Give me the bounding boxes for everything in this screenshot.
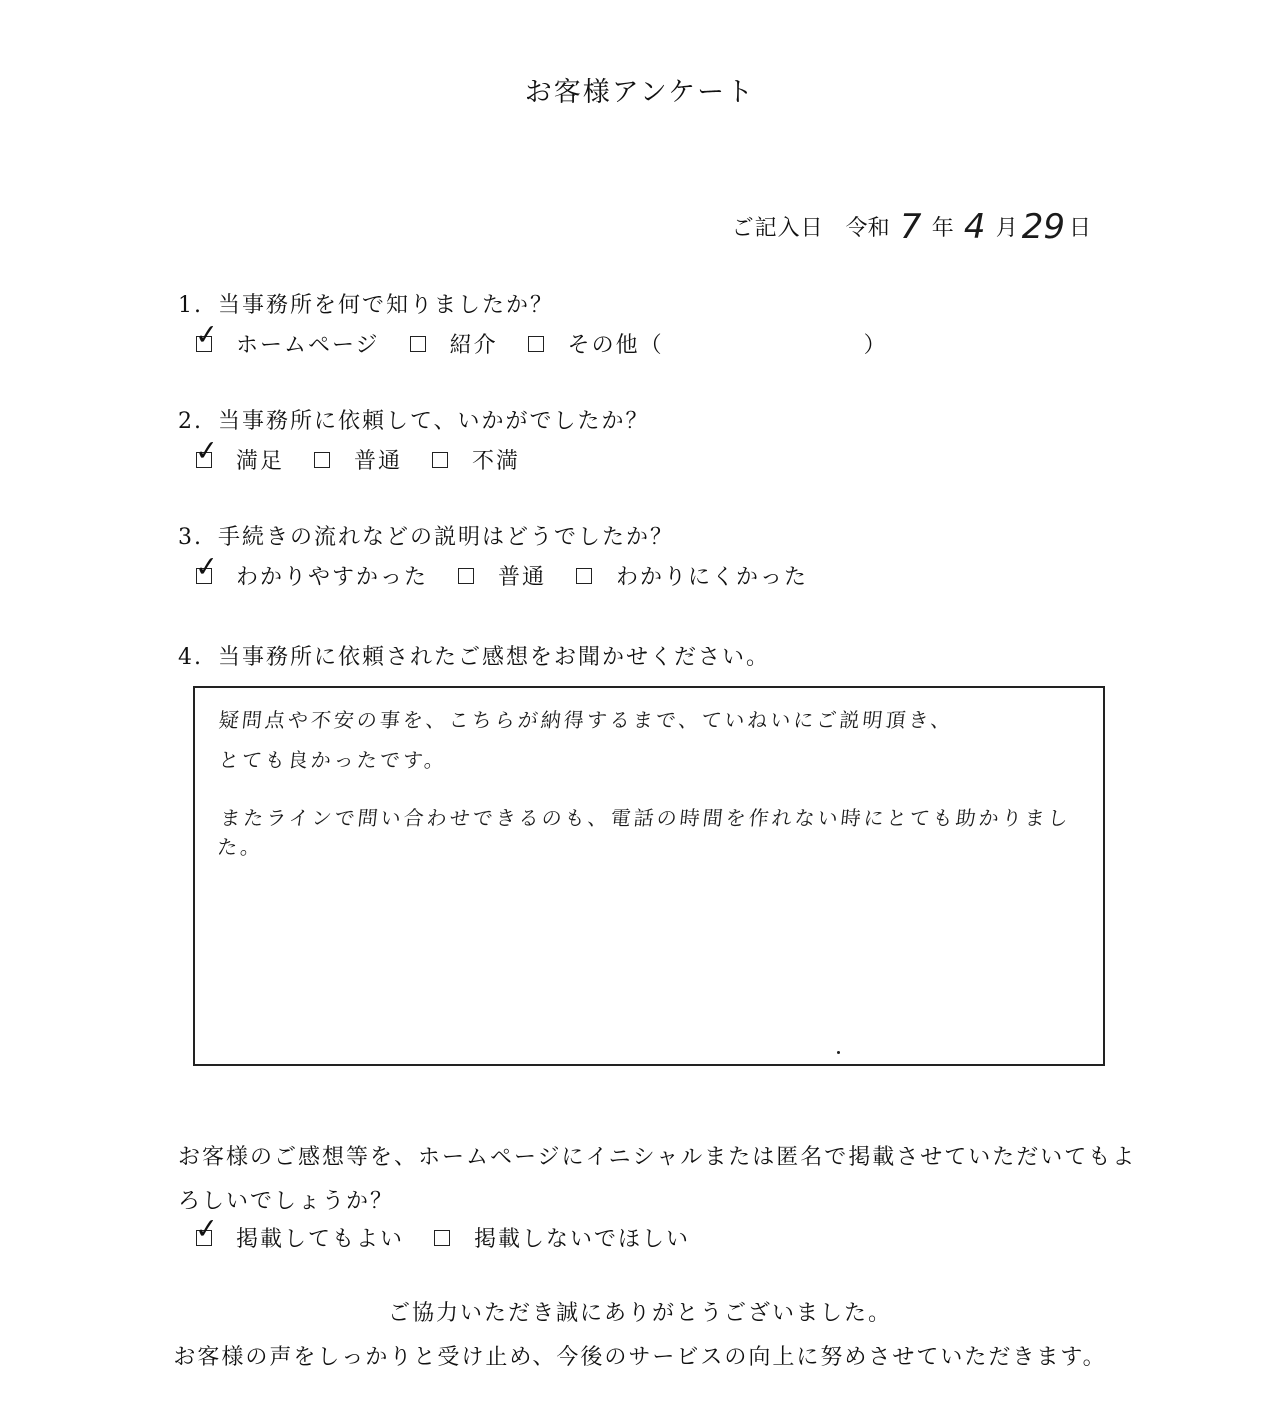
checkbox-publish-no[interactable]: [434, 1230, 450, 1246]
date-era: 令和: [845, 216, 890, 241]
check-mark-icon: ✓: [193, 548, 222, 584]
option-hard-label: わかりにくかった: [616, 565, 809, 590]
question-3-text: 手続きの流れなどの説明はどうでしたか？: [218, 525, 675, 550]
question-2-number: 2.: [178, 409, 203, 434]
question-3-number: 3.: [178, 525, 203, 550]
consent-question: [178, 1136, 1136, 1224]
option-other-close: ）: [863, 333, 888, 358]
thanks-line-2: お客様の声をしっかりと受け止め、今後のサービスの向上に努めさせていただきます。: [173, 1345, 1107, 1370]
comment-line-1: 疑問点や不安の事を、こちらが納得するまで、ていねいにご説明頂き、: [217, 708, 955, 732]
checkbox-publish-ok[interactable]: [193, 1210, 222, 1246]
checkbox-dissatisfied[interactable]: [432, 452, 448, 468]
option-satisfied-label: 満足: [236, 449, 285, 474]
date-month-unit: 月: [995, 216, 1018, 241]
date-year[interactable]: 7: [899, 207, 922, 247]
stray-dot: [837, 1051, 840, 1054]
comment-line-3: またラインで問い合わせできるのも、電話の時間を作れない時にとても助かりました。: [216, 806, 1073, 859]
check-mark-icon: ✓: [193, 316, 222, 352]
checkbox-normal-3[interactable]: [458, 568, 474, 584]
consent-options: [193, 1210, 720, 1253]
option-easy-label: わかりやすかった: [236, 565, 429, 590]
question-1-text: 当事務所を何で知りましたか？: [218, 293, 555, 318]
option-publish-no-label: 掲載しないでほしい: [474, 1227, 691, 1252]
check-mark-icon: ✓: [193, 432, 222, 468]
question-4: [178, 640, 770, 671]
date-year-unit: 年: [931, 216, 954, 241]
question-2-options: [193, 432, 550, 475]
checkbox-easy[interactable]: [193, 548, 222, 584]
option-referral-label: 紹介: [449, 333, 498, 358]
question-3: [178, 520, 674, 551]
option-other-label: その他（: [567, 333, 664, 358]
checkbox-normal[interactable]: [314, 452, 330, 468]
date-month[interactable]: 4: [963, 207, 986, 247]
option-publish-ok-label: 掲載してもよい: [236, 1227, 405, 1252]
comment-box[interactable]: [193, 686, 1105, 1066]
question-4-text: 当事務所に依頼されたご感想をお聞かせください。: [218, 645, 771, 670]
date-day-unit: 日: [1068, 216, 1091, 241]
question-2-text: 当事務所に依頼して、いかがでしたか？: [218, 409, 650, 434]
option-dissatisfied-label: 不満: [472, 449, 521, 474]
question-2: [178, 404, 650, 435]
option-homepage-label: ホームページ: [236, 333, 380, 358]
checkbox-hard[interactable]: [576, 568, 592, 584]
consent-text-line-2: ろしいでしょうか？: [178, 1189, 395, 1214]
page-title: お客様アンケート: [524, 77, 756, 108]
thanks-line-1: ご協力いただき誠にありがとうございました。: [387, 1301, 892, 1326]
consent-text-line-1: お客様のご感想等を、ホームページにイニシャルまたは匿名で掲載させていただいてもよ: [178, 1145, 1137, 1170]
comment-line-2: とても良かったです。: [217, 748, 449, 772]
date-label: ご記入日: [731, 216, 824, 241]
question-3-options: [193, 548, 838, 591]
option-normal-label: 普通: [354, 449, 403, 474]
question-1-number: 1.: [178, 293, 203, 318]
date-row: [731, 207, 1095, 247]
checkbox-other[interactable]: [528, 336, 544, 352]
option-normal-3-label: 普通: [498, 565, 547, 590]
question-4-number: 4.: [178, 645, 203, 670]
checkbox-referral[interactable]: [410, 336, 426, 352]
check-mark-icon: ✓: [193, 1210, 222, 1246]
date-day[interactable]: 29: [1021, 207, 1065, 247]
question-1: [178, 288, 554, 319]
checkbox-homepage[interactable]: [193, 316, 222, 352]
question-1-options: [193, 316, 888, 359]
checkbox-satisfied[interactable]: [193, 432, 222, 468]
